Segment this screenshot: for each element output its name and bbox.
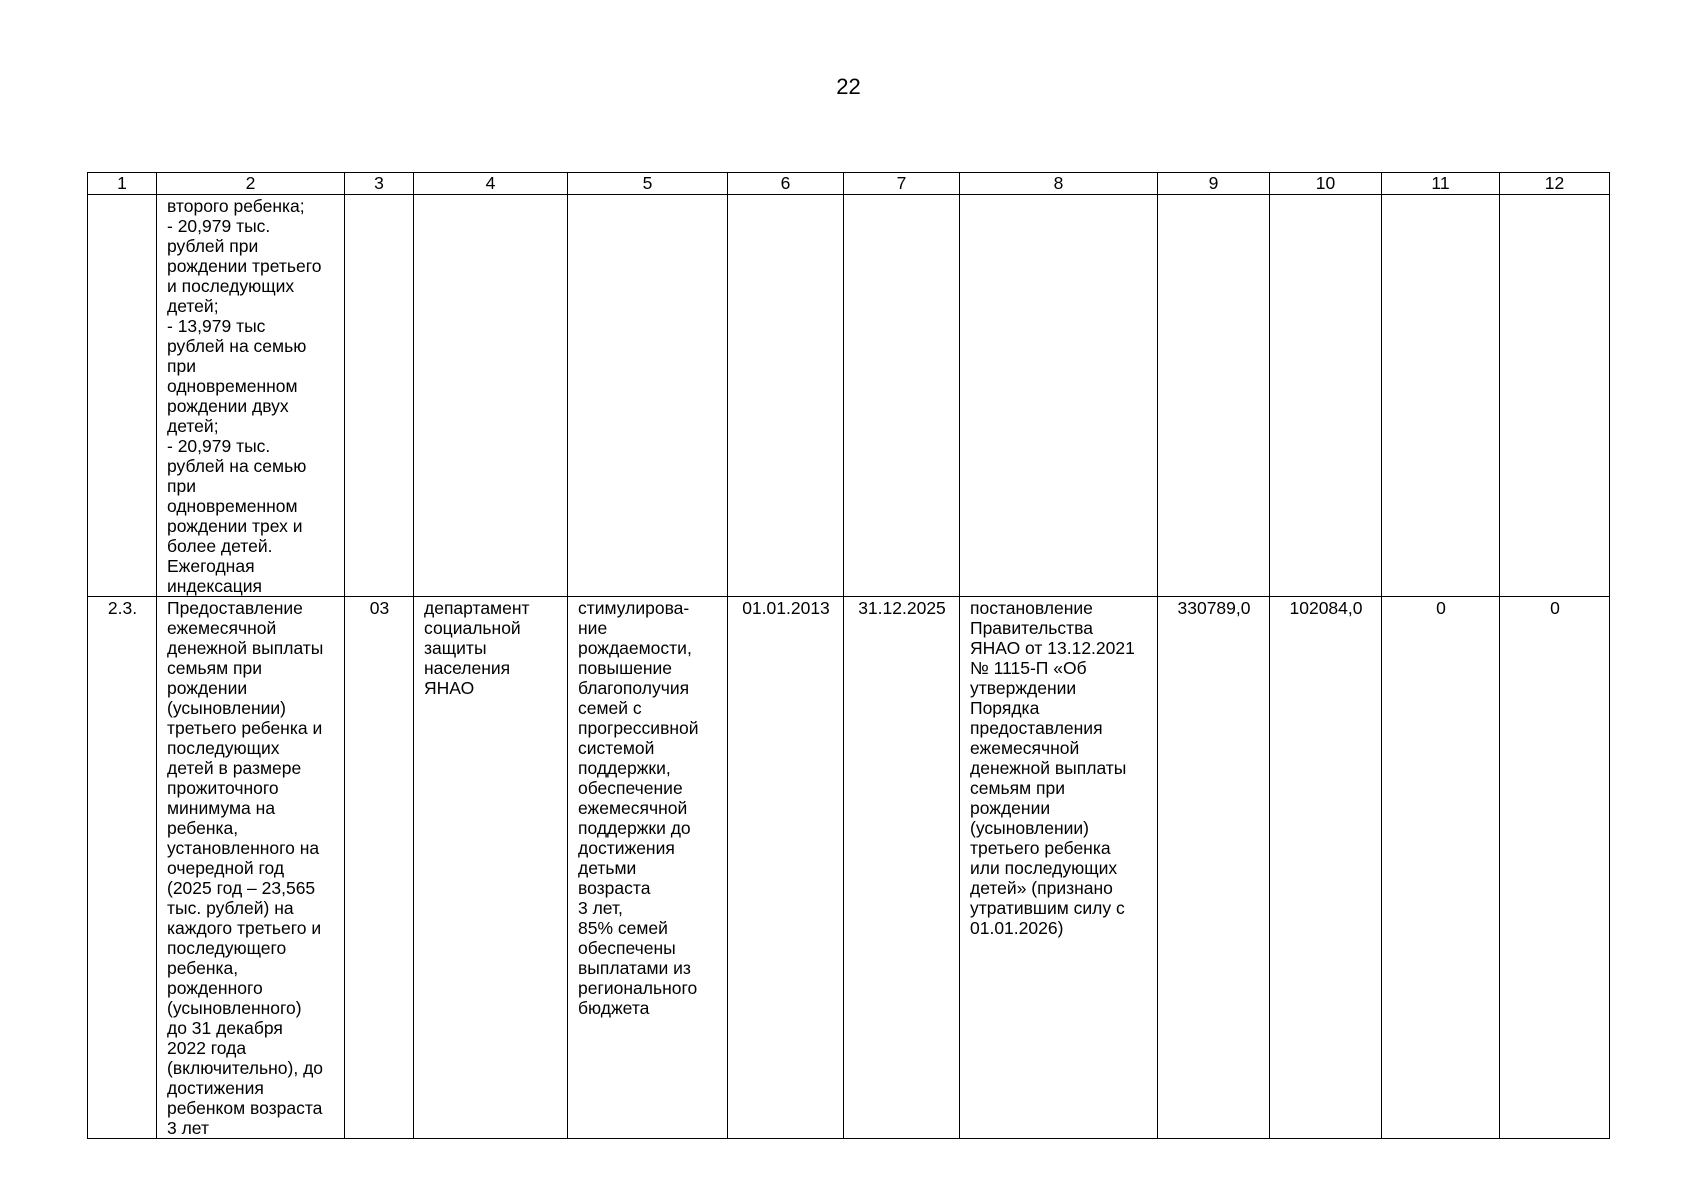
table-cell [345, 195, 414, 597]
amount-cell: 0 [1382, 597, 1500, 1139]
expected-result-cell: стимулирова- ние рождаемости, повышение благополучия семей с прогрессивной системой поддержки, обеспечение ежемесячной поддержки до достижения детьми возраста 3 лет, 85% семей обеспечены выплатами из регионального бюджета [568, 597, 728, 1139]
table-cell [1500, 195, 1610, 597]
table-cell [88, 195, 157, 597]
table-cell [568, 195, 728, 597]
amount-cell: 0 [1500, 597, 1610, 1139]
measure-description-cell: Предоставление ежемесячной денежной выплаты семьям при рождении (усыновлении) третьего ребенка и последующих детей в размере прожиточного минимума на ребенка, установленного на очередной год (2025 год – 23,565 тыс. рублей) на каждого третьего и последующего ребенка, рожденного (усыновленного) до 31 декабря 2022 года (включительно), до достижения ребенком возраста 3 лет [157, 597, 345, 1139]
amount-cell: 102084,0 [1270, 597, 1382, 1139]
table-cell: второго ребенка; - 20,979 тыс. рублей при рождении третьего и последующих детей; - 13,979 тыс рублей на семью при одновременном рождении двух детей; - 20,979 тыс. рублей на семью при одновременном рождении трех и более детей. Ежегодная индексация [157, 195, 345, 597]
end-date-cell: 31.12.2025 [844, 597, 960, 1139]
page-number: 22 [836, 74, 861, 99]
program-table [87, 172, 1610, 1139]
table-cell [728, 195, 844, 597]
column-header: 4 [414, 173, 568, 195]
table-cell [414, 195, 568, 597]
column-header: 6 [728, 173, 844, 195]
column-header: 1 [88, 173, 157, 195]
table-row-continuation [88, 195, 1610, 597]
column-header: 9 [1158, 173, 1270, 195]
table-cell [1382, 195, 1500, 597]
header-row [88, 173, 1610, 195]
executor-cell: департамент социальной защиты населения ЯНАО [414, 597, 568, 1139]
column-header: 10 [1270, 173, 1382, 195]
table-cell [960, 195, 1158, 597]
legal-act-cell: постановление Правительства ЯНАО от 13.12.2021 № 1115-П «Об утверждении Порядка предоставления ежемесячной денежной выплаты семьям при рождении (усыновлении) третьего ребенка или последующих детей» (признано утратившим силу с 01.01.2026) [960, 597, 1158, 1139]
column-header: 11 [1382, 173, 1500, 195]
code-cell: 03 [345, 597, 414, 1139]
table-row-2-3 [88, 597, 1610, 1139]
start-date-cell: 01.01.2013 [728, 597, 844, 1139]
table-cell [844, 195, 960, 597]
column-header: 3 [345, 173, 414, 195]
table-cell [1270, 195, 1382, 597]
row-number-cell: 2.3. [88, 597, 157, 1139]
table-cell [1158, 195, 1270, 597]
column-header: 7 [844, 173, 960, 195]
amount-cell: 330789,0 [1158, 597, 1270, 1139]
column-header: 12 [1500, 173, 1610, 195]
column-header: 8 [960, 173, 1158, 195]
column-header: 2 [157, 173, 345, 195]
column-header: 5 [568, 173, 728, 195]
